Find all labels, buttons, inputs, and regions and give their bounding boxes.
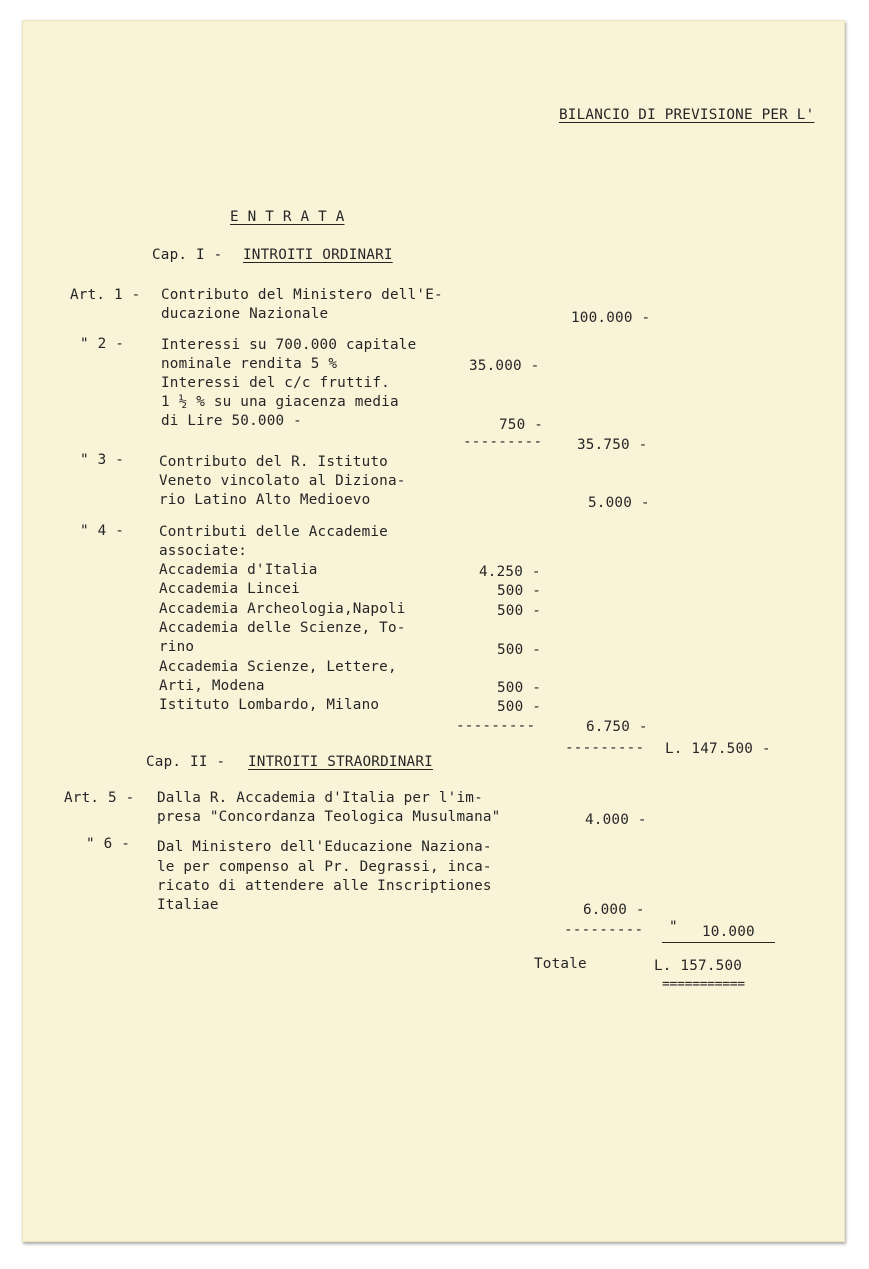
art4-amount: 500 - [497,680,542,696]
art4-line: Accademia d'Italia [159,562,318,578]
art1-line: ducazione Nazionale [161,306,329,322]
art4-line: Arti, Modena [159,678,265,694]
cap1-prefix: Cap. I - [152,247,223,263]
art2-line: Interessi del c/c fruttif. [161,375,390,391]
art4-label: " 4 - [80,523,125,539]
art4-line: Accademia Lincei [159,581,300,597]
art4-line: Accademia delle Scienze, To- [159,620,406,636]
cap2-title: INTROITI STRAORDINARI [248,754,433,770]
art6-total: 6.000 - [583,902,645,918]
cap2-total: 10.000 [702,924,755,940]
art5-total: 4.000 - [585,812,647,828]
art1-line: Contributo del Ministero dell'E- [161,287,443,303]
art1-label: Art. 1 - [70,287,141,303]
art2-label: " 2 - [80,336,125,352]
art2-line: Interessi su 700.000 capitale [161,337,417,353]
art4-amount: 500 - [497,583,542,599]
art6-line: Italiae [157,897,219,913]
art6-line: ricato di attendere alle Inscriptiones [157,878,492,894]
art4-amount: 500 - [497,603,542,619]
art3-line: rio Latino Alto Medioevo [159,492,371,508]
grand-total-label: Totale [534,956,587,972]
cap1-total: L. 147.500 - [665,741,771,757]
cap2-dashes: --------- [564,922,644,938]
cap2-total-mark: " [669,919,678,935]
art1-total: 100.000 - [571,310,651,326]
art3-line: Contributo del R. Istituto [159,454,388,470]
document-page [22,20,845,1242]
art2-line: nominale rendita 5 % [161,356,338,372]
art4-line: Accademia Scienze, Lettere, [159,659,397,675]
art4-amount: 500 - [497,699,542,715]
page-header: BILANCIO DI PREVISIONE PER L' [559,107,815,123]
art5-label: Art. 5 - [64,790,135,806]
art4-amount: 500 - [497,642,542,658]
art4-total: 6.750 - [586,719,648,735]
art5-line: Dalla R. Accademia d'Italia per l'im- [157,790,483,806]
art2-amount: 35.000 - [469,358,540,374]
art2-total: 35.750 - [577,437,648,453]
art2-amount: 750 - [499,417,544,433]
cap1-dashes: --------- [565,740,645,756]
art4-line: Accademia Archeologia,Napoli [159,601,406,617]
grand-total-double-rule: =========== [662,977,745,992]
cap1-title: INTROITI ORDINARI [243,247,393,263]
art5-line: presa "Concordanza Teologica Musulmana" [157,809,501,825]
art4-line: Contributi delle Accademie [159,524,388,540]
grand-total-value: L. 157.500 [654,958,743,974]
cap2-prefix: Cap. II - [146,754,226,770]
art4-amount: 4.250 - [479,564,541,580]
art6-line: le per compenso al Pr. Degrassi, inca- [157,859,492,875]
art3-line: Veneto vincolato al Diziona- [159,473,406,489]
bleed-through-text [352,150,360,165]
art2-line: 1 ½ % su una giacenza media [161,394,399,410]
art3-total: 5.000 - [588,495,650,511]
art4-line: Istituto Lombardo, Milano [159,697,380,713]
art4-dashes: --------- [456,718,536,734]
art4-line: rino [159,639,195,655]
art6-line: Dal Ministero dell'Educazione Naziona- [157,839,492,855]
art2-dashes: --------- [463,434,543,450]
section-title: E N T R A T A [230,209,345,225]
art6-label: " 6 - [86,836,131,852]
art4-line: associate: [159,543,248,559]
cap2-total-rule [662,942,775,943]
art2-line: di Lire 50.000 - [161,413,302,429]
art3-label: " 3 - [80,452,125,468]
